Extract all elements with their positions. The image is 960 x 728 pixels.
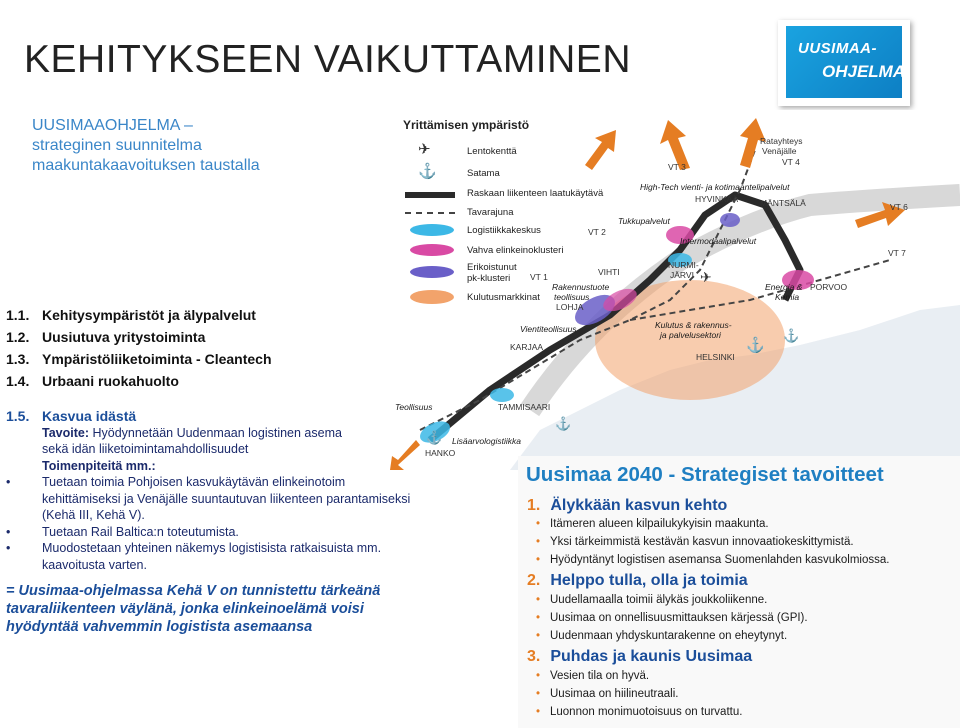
map-label-rakennus: Rakennustuote [552, 282, 610, 292]
target-item: • Uudellamaalla toimii älykäs joukkoliikenne. [550, 594, 767, 606]
topic-text: Ympäristöliiketoiminta - Cleantech [42, 351, 272, 367]
topic-number: 1.4. [6, 373, 30, 389]
map-label-kulutus: Kulutus & rakennus- [655, 320, 732, 330]
map-label-hyvinkaa: HYVINKÄÄ [695, 194, 738, 204]
legend-cluster-swatch [410, 244, 454, 256]
bullet-text: kehittämiseksi ja Venäjälle suuntautuvan liikenteen parantamiseksi [42, 491, 411, 506]
map-label-hanko: HANKO [425, 448, 456, 458]
anchor-icon: ⚓ [555, 416, 572, 431]
map-label-helsinki: HELSINKI [696, 352, 735, 362]
legend-logistics-swatch [410, 224, 454, 236]
map-label-ratayhteys: Ratayhteys [760, 136, 803, 146]
goal-title: Puhdas ja kaunis Uusimaa [550, 648, 753, 665]
map-label-hightech: High-Tech vienti- ja kotimaantelipalvelut [640, 182, 790, 192]
legend-pk-swatch [410, 266, 454, 278]
goal-number: 3. [527, 648, 541, 665]
map-label-vt4: VT 4 [782, 157, 800, 167]
uusimaa-ohjelma-logo [778, 20, 910, 106]
legend-anchor-icon: ⚓ [418, 163, 437, 180]
map-label-mantsala: MÄNTSÄLÄ [760, 198, 806, 208]
goal-title: Älykkään kasvun kehto [550, 497, 728, 514]
target-goal-3 [527, 648, 752, 666]
map-label-teollisuus: Teollisuus [395, 402, 433, 412]
map-label-venajalle: Venäjälle [762, 146, 797, 156]
cluster-hyvinkaa [720, 213, 740, 227]
map-label-lohja: LOHJA [556, 302, 584, 312]
map-label-intermodaali: Intermodaalipalvelut [680, 236, 757, 246]
anchor-icon: ⚓ [783, 328, 800, 343]
legend-rail-swatch [405, 212, 455, 214]
target-item: • Itämeren alueen kilpailukykyisin maakunta. [550, 518, 769, 530]
topic-item [6, 304, 272, 326]
bullet-text: kaavoitusta varten. [42, 557, 147, 572]
legend-item-pk: Erikoistunut [467, 262, 517, 273]
goal-text: Hyödynnetään Uudenmaan logistinen asema [92, 425, 342, 440]
legend-item-airport: Lentokenttä [467, 146, 517, 157]
growth-title: Kasvua idästä [42, 408, 137, 424]
bullet-text: Tuetaan Rail Baltica:n toteutumista. [42, 524, 239, 539]
legend-item-logistics: Logistiikkakeskus [467, 225, 541, 236]
slide-title: KEHITYKSEEN VAIKUTTAMINEN [24, 38, 631, 81]
topic-number: 1.1. [6, 307, 30, 323]
map-label-vt2: VT 2 [588, 227, 606, 237]
bullet-text: Tuetaan toimia Pohjoisen kasvukäytävän elinkeinotoim [42, 475, 346, 489]
logo-text-line2: OHJELMA [822, 62, 906, 81]
subtitle-line: strateginen suunnitelma [32, 137, 202, 154]
map-label-vihti: VIHTI [598, 267, 620, 277]
map-label-kulutus-2: ja palvelusektori [660, 330, 721, 340]
action-bullet [6, 540, 476, 573]
target-item: • Yksi tärkeimmistä kestävän kasvun innovaatiokeskittymistä. [550, 536, 854, 548]
goal-line-2: sekä idän liiketoimintamahdollisuudet [42, 442, 249, 456]
logo-background [786, 26, 906, 98]
target-item: • Vesien tila on hyvä. [550, 670, 649, 682]
map-label-energia: Energia & [765, 282, 803, 292]
anchor-icon: ⚓ [426, 430, 443, 445]
legend-title: Yrittämisen ympäristö [403, 118, 530, 132]
goal-title: Helppo tulla, olla ja toimia [550, 572, 748, 589]
anchor-icon: ⚓ [746, 337, 765, 354]
legend-item-corridor: Raskaan liikenteen laatukäytävä [467, 188, 604, 199]
target-item: • Uusimaa on hiilineutraali. [550, 688, 678, 700]
legend-item-cluster: Vahva elinkeinoklusteri [467, 245, 564, 256]
goal-number: 1. [527, 497, 541, 514]
map-label-vt3: VT 3 [668, 162, 686, 172]
topic-text: Urbaani ruokahuolto [42, 373, 179, 389]
legend-item-rail: Tavarajuna [467, 207, 514, 218]
regional-map [390, 110, 960, 470]
goal-label: Tavoite: [42, 425, 89, 440]
topic-item [6, 326, 272, 348]
target-item: • Hyödyntänyt logistisen asemansa Suomenlahden kasvukolmiossa. [550, 554, 889, 566]
map-label-tammisaari: TAMMISAARI [498, 402, 551, 412]
subtitle-line: UUSIMAAOHJELMA – [32, 117, 193, 134]
map-label-nurmijarvi-2: JÄRVI [670, 270, 694, 280]
ring-road-line: tavaraliikenteen väylänä, jonka elinkeinoelämä voisi [6, 601, 364, 617]
strategic-targets-title: Uusimaa 2040 - Strategiset tavoitteet [526, 463, 884, 486]
map-label-vt6: VT 6 [890, 202, 908, 212]
legend-item-pk-2: pk-klusteri [467, 273, 511, 284]
target-item: • Uudenmaan yhdyskuntarakenne on eheytynyt. [550, 630, 787, 642]
bullet-text: Muodostetaan yhteinen näkemys logistisista ratkaisuista mm. [42, 541, 382, 555]
topic-item [6, 348, 272, 370]
map-label-lisaarvo: Lisäarvologistiikka [452, 436, 521, 446]
legend-corridor-swatch [405, 192, 455, 198]
map-label-karjaa: KARJAA [510, 342, 544, 352]
subtitle-line: maakuntakaavoituksen taustalla [32, 157, 260, 174]
legend-airport-icon: ✈ [418, 141, 431, 158]
topic-item [6, 370, 272, 392]
map-label-vt7: VT 7 [888, 248, 906, 258]
topic-text: Uusiutuva yritystoiminta [42, 329, 206, 345]
map-label-rakennus-2: teollisuus [554, 292, 590, 302]
map-label-nurmijarvi: NURMI- [668, 260, 699, 270]
target-goal-2 [527, 572, 748, 590]
target-item: • Luonnon monimuotoisuus on turvattu. [550, 706, 742, 718]
action-bullet [6, 474, 476, 524]
ring-road-note [6, 582, 456, 636]
bullet-text: (Kehä III, Kehä V). [42, 508, 145, 522]
topic-number: 1.3. [6, 351, 30, 367]
legend-market-swatch [410, 290, 454, 304]
map-label-tukkupalvelut: Tukkupalvelut [618, 216, 670, 226]
program-subtitle [32, 116, 372, 176]
growth-number: 1.5. [6, 408, 30, 424]
target-goal-1 [527, 497, 727, 515]
logistics-tammisaari [490, 388, 514, 402]
topic-number: 1.2. [6, 329, 30, 345]
airplane-icon: ✈ [700, 269, 712, 285]
map-label-porvoo: PORVOO [810, 282, 848, 292]
legend-item-port: Satama [467, 168, 500, 179]
target-item: • Uusimaa on onnellisuusmittauksen kärjessä (GPI). [550, 612, 808, 624]
map-label-vt1: VT 1 [530, 272, 548, 282]
topic-list [6, 304, 272, 392]
action-bullet [6, 524, 476, 541]
legend-item-market: Kulutusmarkkinat [467, 292, 540, 303]
map-label-vienti: Vientiteollisuus [520, 324, 577, 334]
goal-number: 2. [527, 572, 541, 589]
actions-label: Toimenpiteitä mm.: [42, 458, 156, 473]
ring-road-line: hyödyntää vahvemmin logistista asemaansa [6, 619, 313, 635]
ring-road-line: = Uusimaa-ohjelmassa Kehä V on tunnistettu tärkeänä [6, 583, 381, 599]
topic-text: Kehitysympäristöt ja älypalvelut [42, 307, 256, 323]
map-label-kemia: Kemia [775, 292, 800, 302]
logo-text-line1: UUSIMAA- [798, 40, 877, 57]
